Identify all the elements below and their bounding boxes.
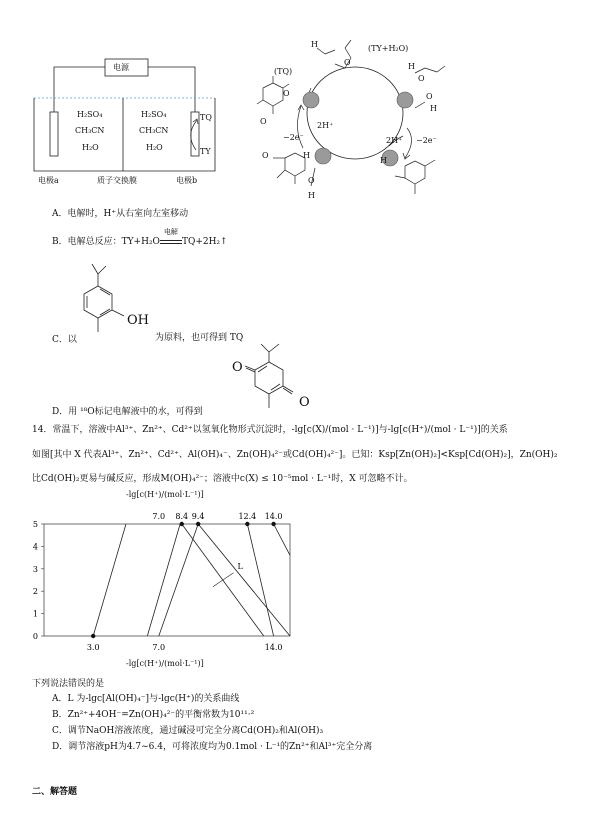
atom-o-tq-top: O <box>283 89 290 98</box>
top-tick-label: 7.0 <box>152 512 166 521</box>
quinone-o-top: O <box>232 360 243 375</box>
atom-o-tq-bottom: O <box>260 117 267 126</box>
cycle-plus-2h-left: 2H⁺ <box>317 121 334 130</box>
y-tick-label: 1 <box>32 609 38 619</box>
curve-l-pointer <box>213 573 234 587</box>
cycle-tq-label: (TQ) <box>274 67 293 76</box>
chart-top-xlabel: -lg[c(H⁺)/(mol·L⁻¹)] <box>126 490 204 499</box>
atom-h-bottom-right: H <box>380 156 387 165</box>
top-tick-label: 9.4 <box>191 512 205 521</box>
atom-o-right: O <box>426 92 433 101</box>
atom-h-bottom-mid: H <box>308 191 315 200</box>
q13-option-a: A．电解时，H⁺从右室向左室移动 <box>52 209 189 219</box>
q14-line-3: 比Cd(OH)₂更易与碱反应，形成M(OH)₄²⁻；溶液中c(X) ≤ 10⁻⁵mol · L⁻¹时，X 可忽略不计。 <box>32 474 413 484</box>
cycle-minus-2e-right: −2e⁻ <box>416 136 437 145</box>
atom-h-right: H <box>408 62 415 71</box>
electrolysis-equals <box>160 228 182 244</box>
section-heading: 二、解答题 <box>32 787 78 797</box>
series-line-4 <box>198 524 290 636</box>
bottom-tick-label: 14.0 <box>264 643 283 652</box>
top-tick-label: 8.4 <box>175 512 189 521</box>
electrolysis-cell-diagram <box>0 0 250 195</box>
right-solution-3: H₂O <box>146 143 163 152</box>
q14-option-d: D．调节溶液pH为4.7~6.4，可将浓度均为0.1mol · L⁻¹的Zn²⁺和Al³⁺完全分离 <box>52 742 373 752</box>
y-tick-label: 4 <box>32 542 38 552</box>
series-line-6 <box>274 524 290 555</box>
top-tick-label: 14.0 <box>264 512 283 521</box>
q14-line-1: 14．常温下，溶液中Al³⁺、Zn²⁺、Cd²⁺以氢氧化物形式沉淀时，-lg[c(X)/(mol · L⁻¹)]与-lg[c(H⁺)/(mol · L⁻¹)]的关系 <box>32 425 508 435</box>
y-tick-label: 5 <box>32 520 38 529</box>
data-point <box>245 522 249 526</box>
y-tick-label: 3 <box>32 564 38 574</box>
q13-option-b <box>52 228 228 247</box>
atom-o-top: O <box>344 58 351 67</box>
electrode-b-label: 电极b <box>176 176 198 185</box>
quinone-structure <box>225 338 325 418</box>
thymol-oh: OH <box>127 313 149 328</box>
series-line-0 <box>93 524 126 636</box>
atom-o-right-top: O <box>418 74 425 83</box>
electrolysis-condition: 电解 <box>163 228 178 236</box>
q14-option-b: B．Zn²⁺+4OH⁻=Zn(OH)₄²⁻的平衡常数为10¹¹·² <box>52 710 255 720</box>
q13-option-c-prefix: C．以 <box>52 335 77 345</box>
catalytic-cycle-diagram <box>255 28 455 208</box>
q13-option-c-suffix: 为原料，也可得到 TQ <box>155 333 244 343</box>
power-label: 电源 <box>113 63 129 72</box>
chart-frame <box>44 524 290 636</box>
data-point <box>196 522 200 526</box>
bottom-tick-label: 3.0 <box>86 643 100 652</box>
membrane-label: 质子交换膜 <box>97 176 137 185</box>
q14-option-c: C．调节NaOH溶液浓度，通过碱浸可完全分离Cd(OH)₂和Al(OH)₃ <box>52 726 324 736</box>
right-solution-2: CH₃CN <box>139 126 169 135</box>
electrode-a-label: 电极a <box>38 176 59 185</box>
cycle-ty-h2o-label: (TY+H₂O) <box>368 44 409 53</box>
atom-o-bottom-mid: O <box>308 176 315 185</box>
curve-l-label: L <box>237 561 243 571</box>
ty-label: TY <box>200 147 211 156</box>
atom-o-bottom-left: O <box>262 151 269 160</box>
top-tick-label: 12.4 <box>238 512 257 521</box>
quinone-o-bottom: O <box>299 395 310 410</box>
atom-h-right-2: H <box>430 104 437 113</box>
y-tick-label: 2 <box>32 587 38 597</box>
tq-label: TQ <box>200 113 212 122</box>
q14-prompt: 下列说法错误的是 <box>32 679 105 689</box>
thymol-structure <box>70 258 160 348</box>
q13-option-b-suffix: TQ+2H₂↑ <box>181 237 228 247</box>
data-point <box>91 634 95 638</box>
data-point <box>180 522 184 526</box>
left-solution-3: H₂O <box>82 143 99 152</box>
chart-bottom-xlabel: -lg[c(H⁺)/(mol·L⁻¹)] <box>126 659 204 668</box>
precipitation-chart <box>20 500 310 660</box>
cycle-minus-2e-left: −2e⁻ <box>283 133 304 142</box>
left-solution-2: CH₃CN <box>75 126 105 135</box>
series-line-1 <box>147 524 180 636</box>
q14-option-a: A．L 为-lgc[Al(OH)₄⁻]与-lgc(H⁺)的关系曲线 <box>52 694 240 704</box>
series-line-2 <box>159 524 198 636</box>
q13-option-d: D．用 ¹⁸O标记电解液中的水，可得到 <box>52 407 203 417</box>
q13-option-b-prefix: B．电解总反应：TY+H₂O <box>52 237 160 247</box>
atom-h-top: H <box>311 40 318 49</box>
data-point <box>271 522 275 526</box>
left-solution-1: H₂SO₄ <box>77 110 103 119</box>
cycle-plus-2h-right: 2H⁺ <box>386 136 403 145</box>
bottom-tick-label: 7.0 <box>152 643 166 652</box>
atom-h-bottom-left: H <box>303 151 310 160</box>
y-tick-label: 0 <box>32 632 38 641</box>
right-solution-1: H₂SO₄ <box>141 110 167 119</box>
q14-line-2: 如图[其中 X 代表Al³⁺、Zn²⁺、Cd²⁺、Al(OH)₄⁻、Zn(OH)₄²⁻或Cd(OH)₄²⁻]。已知：Ksp[Zn(OH)₂]<Ksp[Cd(OH)₂]，Zn(OH)₂ <box>32 450 558 460</box>
